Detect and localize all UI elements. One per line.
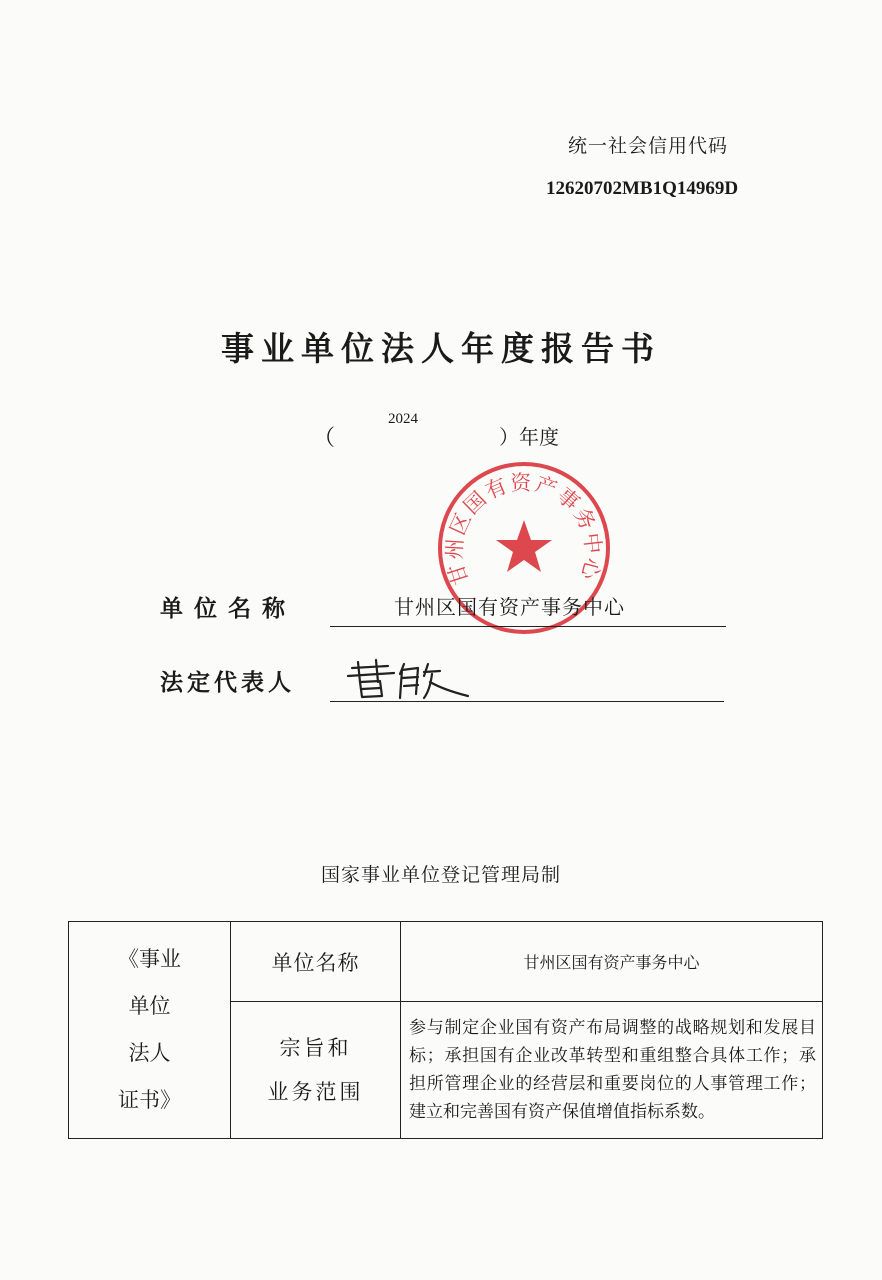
seal-star-icon [496, 520, 552, 572]
document-title: 事业单位法人年度报告书 [221, 329, 661, 368]
legal-rep-underline [330, 701, 724, 702]
legal-rep-label: 法定代表人 [160, 670, 295, 696]
year-open-paren: （ [313, 426, 336, 451]
scope-header-line: 宗旨和 [279, 1036, 352, 1060]
report-year: 2024 [388, 411, 418, 427]
scope-value: 参与制定企业国有资产布局调整的战略规划和发展目标；承担国有企业改革转型和重组整合具体工作；承担所管理企业的经营层和重要岗位的人事管理工作；建立和完善国有资产保值增值指标系数。 [401, 1002, 823, 1139]
unit-name-header: 单位名称 [231, 922, 401, 1002]
legal-rep-signature [344, 656, 474, 702]
year-suffix: ）年度 [499, 425, 559, 449]
side-line: 单位 [128, 994, 171, 1018]
credit-code-label: 统一社会信用代码 [568, 135, 729, 157]
unit-name-underline [330, 626, 726, 627]
side-line: 法人 [128, 1041, 171, 1065]
unit-name-value: 甘州区国有资产事务中心 [394, 595, 625, 619]
issuing-authority: 国家事业单位登记管理局制 [320, 864, 561, 886]
scope-header-line: 业务范围 [267, 1080, 364, 1104]
table-unit-name-value: 甘州区国有资产事务中心 [401, 922, 823, 1002]
certificate-side-label [69, 922, 231, 1139]
side-line: 证书》 [118, 1088, 181, 1112]
side-line: 《事业 [118, 947, 181, 971]
credit-code-value: 12620702MB1Q14969D [546, 178, 739, 199]
seal-text: 甘州区国有资产事务中心 [442, 470, 606, 588]
scope-header [231, 1002, 401, 1139]
certificate-table [68, 921, 823, 1139]
unit-name-label: 单位名称 [160, 596, 296, 622]
